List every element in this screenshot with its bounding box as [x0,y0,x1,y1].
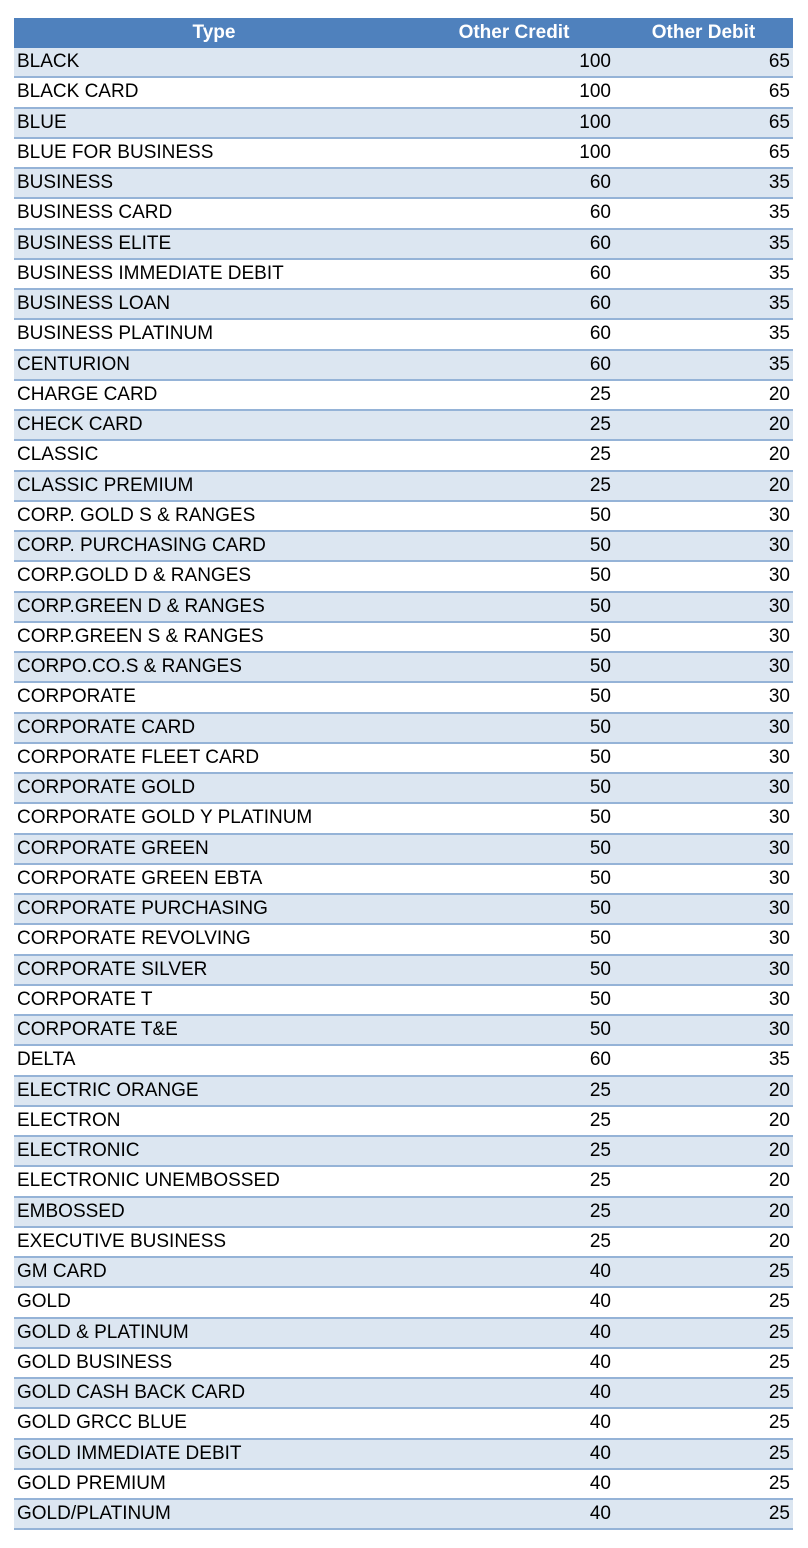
table-row [14,1287,793,1317]
cell-other-credit: 40 [414,1257,614,1287]
cell-other-credit: 60 [414,259,614,289]
cell-type: CLASSIC [14,440,414,470]
cell-other-credit: 60 [414,1045,614,1075]
table-row [14,652,793,682]
cell-type: CORPORATE GREEN [14,834,414,864]
cell-other-credit: 60 [414,350,614,380]
cell-other-credit: 50 [414,531,614,561]
table-row [14,440,793,470]
cell-type: CORPORATE SILVER [14,955,414,985]
cell-other-debit: 30 [614,894,793,924]
cell-other-credit: 50 [414,773,614,803]
cell-type: ELECTRON [14,1106,414,1136]
cell-other-debit: 30 [614,955,793,985]
table-row [14,48,793,77]
table-row [14,410,793,440]
cell-other-debit: 65 [614,48,793,77]
cell-other-credit: 50 [414,743,614,773]
cell-other-debit: 30 [614,864,793,894]
cell-type: CORPORATE CARD [14,713,414,743]
table-row [14,168,793,198]
cell-type: CORPORATE GREEN EBTA [14,864,414,894]
cell-type: ELECTRONIC [14,1136,414,1166]
cell-other-debit: 65 [614,108,793,138]
cell-type: ELECTRIC ORANGE [14,1076,414,1106]
table-row [14,622,793,652]
cell-other-credit: 50 [414,894,614,924]
cell-other-credit: 50 [414,713,614,743]
cell-other-debit: 25 [614,1257,793,1287]
cell-other-debit: 30 [614,592,793,622]
cell-other-debit: 25 [614,1287,793,1317]
cell-type: GOLD/PLATINUM [14,1499,414,1529]
cell-other-debit: 20 [614,1166,793,1196]
table-row [14,743,793,773]
cell-other-credit: 40 [414,1469,614,1499]
table-row [14,259,793,289]
cell-other-credit: 40 [414,1348,614,1378]
table-row [14,531,793,561]
cell-type: CORPORATE [14,682,414,712]
cell-other-debit: 35 [614,350,793,380]
cell-other-debit: 20 [614,471,793,501]
cell-type: CORPO.CO.S & RANGES [14,652,414,682]
cell-other-debit: 30 [614,713,793,743]
cell-type: CORP. PURCHASING CARD [14,531,414,561]
cell-type: CORPORATE REVOLVING [14,924,414,954]
table-row [14,955,793,985]
cell-other-debit: 25 [614,1408,793,1438]
cell-other-debit: 30 [614,682,793,712]
cell-type: CORPORATE T [14,985,414,1015]
cell-type: EMBOSSED [14,1197,414,1227]
table-row [14,1227,793,1257]
cell-other-credit: 25 [414,1197,614,1227]
table-row [14,561,793,591]
table-row [14,1257,793,1287]
cell-type: BLACK [14,48,414,77]
cell-other-credit: 25 [414,440,614,470]
cell-other-credit: 25 [414,1166,614,1196]
cell-type: BLACK CARD [14,77,414,107]
cell-other-credit: 40 [414,1318,614,1348]
cell-other-credit: 50 [414,682,614,712]
header-other-debit: Other Debit [614,18,793,48]
table-row [14,1408,793,1438]
cell-other-debit: 30 [614,561,793,591]
table-row [14,138,793,168]
cell-other-debit: 20 [614,440,793,470]
cell-other-debit: 25 [614,1318,793,1348]
cell-type: BUSINESS [14,168,414,198]
cell-type: GOLD IMMEDIATE DEBIT [14,1439,414,1469]
cell-other-credit: 25 [414,380,614,410]
cell-type: BUSINESS CARD [14,198,414,228]
cell-other-credit: 50 [414,924,614,954]
header-row [14,18,793,48]
cell-other-debit: 20 [614,410,793,440]
cell-other-debit: 25 [614,1378,793,1408]
table-row [14,592,793,622]
cell-other-debit: 30 [614,531,793,561]
table-row [14,773,793,803]
table-row [14,985,793,1015]
card-type-table [14,18,793,1530]
cell-other-credit: 50 [414,864,614,894]
cell-type: GOLD PREMIUM [14,1469,414,1499]
cell-other-debit: 30 [614,743,793,773]
table-row [14,803,793,833]
cell-other-credit: 50 [414,501,614,531]
cell-other-debit: 30 [614,803,793,833]
cell-other-credit: 40 [414,1408,614,1438]
cell-other-debit: 30 [614,773,793,803]
cell-type: ELECTRONIC UNEMBOSSED [14,1166,414,1196]
cell-type: GOLD BUSINESS [14,1348,414,1378]
cell-other-credit: 25 [414,1136,614,1166]
cell-other-credit: 25 [414,471,614,501]
cell-other-debit: 20 [614,1227,793,1257]
cell-type: BLUE [14,108,414,138]
cell-other-debit: 25 [614,1348,793,1378]
table-row [14,1045,793,1075]
table-row [14,1318,793,1348]
cell-other-credit: 50 [414,622,614,652]
cell-type: BUSINESS ELITE [14,229,414,259]
table-row [14,1469,793,1499]
cell-other-credit: 60 [414,229,614,259]
cell-other-credit: 25 [414,1227,614,1257]
cell-type: CHECK CARD [14,410,414,440]
cell-other-credit: 40 [414,1439,614,1469]
cell-other-credit: 50 [414,652,614,682]
cell-type: CORP. GOLD S & RANGES [14,501,414,531]
table-row [14,198,793,228]
cell-type: GOLD CASH BACK CARD [14,1378,414,1408]
cell-other-credit: 40 [414,1378,614,1408]
cell-type: GM CARD [14,1257,414,1287]
cell-other-credit: 50 [414,592,614,622]
table-row [14,864,793,894]
cell-other-debit: 20 [614,1076,793,1106]
cell-other-debit: 25 [614,1439,793,1469]
cell-other-debit: 35 [614,289,793,319]
cell-other-debit: 20 [614,1106,793,1136]
cell-type: CORP.GREEN S & RANGES [14,622,414,652]
cell-other-credit: 40 [414,1499,614,1529]
cell-other-debit: 25 [614,1469,793,1499]
table-row [14,319,793,349]
cell-type: DELTA [14,1045,414,1075]
cell-type: CORPORATE FLEET CARD [14,743,414,773]
table-row [14,1439,793,1469]
table-row [14,1106,793,1136]
table-row [14,713,793,743]
cell-other-debit: 30 [614,1015,793,1045]
table-row [14,834,793,864]
cell-other-debit: 35 [614,229,793,259]
header-type: Type [14,18,414,48]
cell-other-debit: 30 [614,924,793,954]
cell-type: CORPORATE GOLD [14,773,414,803]
table-row [14,1166,793,1196]
cell-type: CORPORATE T&E [14,1015,414,1045]
cell-other-debit: 35 [614,1045,793,1075]
table-row [14,1197,793,1227]
table-row [14,1076,793,1106]
table-row [14,1378,793,1408]
cell-other-credit: 40 [414,1287,614,1317]
cell-type: BUSINESS IMMEDIATE DEBIT [14,259,414,289]
cell-other-credit: 100 [414,77,614,107]
cell-other-credit: 100 [414,138,614,168]
cell-other-credit: 60 [414,319,614,349]
cell-other-credit: 50 [414,803,614,833]
cell-other-credit: 25 [414,1076,614,1106]
table-row [14,1136,793,1166]
table-row [14,77,793,107]
cell-other-debit: 25 [614,1499,793,1529]
cell-other-credit: 100 [414,108,614,138]
table-row [14,1015,793,1045]
header-other-credit: Other Credit [414,18,614,48]
cell-other-debit: 65 [614,138,793,168]
cell-other-credit: 50 [414,561,614,591]
table-row [14,1348,793,1378]
table-row [14,108,793,138]
cell-other-debit: 30 [614,985,793,1015]
cell-type: BLUE FOR BUSINESS [14,138,414,168]
cell-other-credit: 25 [414,410,614,440]
cell-other-credit: 50 [414,834,614,864]
table-header [14,18,793,48]
table-row [14,501,793,531]
cell-other-debit: 30 [614,834,793,864]
cell-other-credit: 25 [414,1106,614,1136]
cell-type: BUSINESS LOAN [14,289,414,319]
table-row [14,924,793,954]
table-row [14,894,793,924]
cell-type: CORPORATE GOLD Y PLATINUM [14,803,414,833]
cell-other-credit: 100 [414,48,614,77]
cell-other-debit: 20 [614,380,793,410]
cell-other-credit: 50 [414,985,614,1015]
cell-type: GOLD GRCC BLUE [14,1408,414,1438]
cell-type: CENTURION [14,350,414,380]
cell-type: GOLD [14,1287,414,1317]
cell-type: CORP.GREEN D & RANGES [14,592,414,622]
cell-other-debit: 35 [614,168,793,198]
cell-type: EXECUTIVE BUSINESS [14,1227,414,1257]
cell-other-debit: 35 [614,259,793,289]
table-row [14,682,793,712]
cell-type: CHARGE CARD [14,380,414,410]
table-row [14,380,793,410]
cell-type: CORP.GOLD D & RANGES [14,561,414,591]
cell-other-debit: 35 [614,198,793,228]
cell-other-debit: 30 [614,652,793,682]
cell-type: CLASSIC PREMIUM [14,471,414,501]
cell-other-credit: 60 [414,198,614,228]
cell-type: GOLD & PLATINUM [14,1318,414,1348]
table-row [14,289,793,319]
table-row [14,350,793,380]
cell-other-debit: 20 [614,1197,793,1227]
cell-other-credit: 50 [414,1015,614,1045]
spreadsheet-table-container [14,18,793,1530]
cell-other-credit: 60 [414,289,614,319]
cell-other-credit: 50 [414,955,614,985]
table-row [14,229,793,259]
table-row [14,1499,793,1529]
cell-other-debit: 65 [614,77,793,107]
cell-other-credit: 60 [414,168,614,198]
cell-type: BUSINESS PLATINUM [14,319,414,349]
cell-other-debit: 35 [614,319,793,349]
table-body [14,48,793,1529]
cell-other-debit: 20 [614,1136,793,1166]
cell-type: CORPORATE PURCHASING [14,894,414,924]
table-row [14,471,793,501]
cell-other-debit: 30 [614,501,793,531]
cell-other-debit: 30 [614,622,793,652]
